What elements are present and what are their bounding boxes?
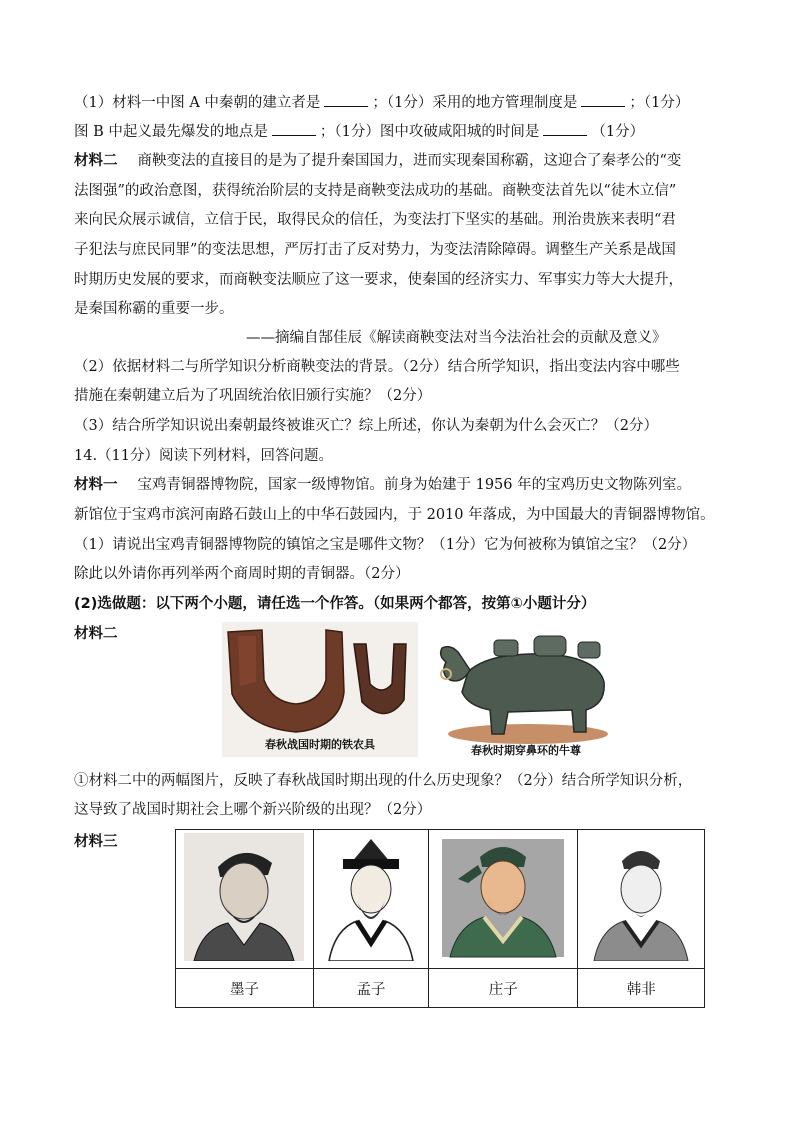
iron-farm-tools-image xyxy=(222,622,418,757)
q14-sub1-line-1: （1）请说出宝鸡青铜器博物院的镇馆之宝是哪件文物？（1分）它为何被称为镇馆之宝？（2分） xyxy=(74,537,697,553)
q2-line-1: （2）依据材料二与所学知识分析商鞅变法的背景。（2分）结合所学知识，指出变法内容中哪些 xyxy=(74,359,680,375)
iron-tools-caption: 春秋战国时期的铁农具 xyxy=(265,738,375,751)
q14-choice: (2)选做题：以下两个小题，请任选一个作答。（如果两个都答，按第①小题计分） xyxy=(74,596,596,612)
answer-blank-xianyang-time[interactable] xyxy=(543,121,587,136)
material2-line-4: 子犯法与庶民同罪”的变法思想，严厉打击了反对势力，为变法清除障碍。调整生产关系是战国 xyxy=(74,242,676,258)
philosopher-name-mengzi: 孟子 xyxy=(313,969,428,1008)
material2-label: 材料二 xyxy=(74,153,118,169)
q14-title: 14.（11分）阅读下列材料，回答问题。 xyxy=(74,448,334,464)
q14-sub2-line-2: 这导致了战国时期社会上哪个新兴阶级的出现？（2分） xyxy=(74,802,432,818)
q14-sub2-line-1: ①材料二中的两幅图片，反映了春秋战国时期出现的什么历史现象？（2分）结合所学知识分析， xyxy=(74,773,693,789)
q1-line-2 xyxy=(74,121,644,142)
q2-line-2: 措施在秦朝建立后为了巩固统治依旧颁行实施？（2分） xyxy=(74,388,432,404)
bronze-ox-zun-image xyxy=(428,622,624,762)
q1-text-b: ；（1分）采用的地方管理制度是 xyxy=(372,95,578,111)
q1-text-c: ；（1分） xyxy=(629,95,690,111)
material1-line-2: 新馆位于宝鸡市滨河南路石鼓山上的中华石鼓园内，于 2010 年落成，为中国最大的青铜器博物馆。 xyxy=(74,507,715,523)
portrait-mozi-icon xyxy=(184,833,304,961)
q14-sub1-line-2: 除此以外请你再列举两个商周时期的青铜器。（2分） xyxy=(74,566,410,582)
portrait-mengzi xyxy=(313,830,428,969)
material2-source: ——摘编自郜佳辰《解读商鞅变法对当今法治社会的贡献及意义》 xyxy=(246,330,667,346)
q3-line: （3）结合所学知识说出秦朝最终被谁灭亡？综上所述，你认为秦朝为什么会灭亡？（2分） xyxy=(74,418,658,434)
q1-text-f: （1分） xyxy=(591,124,645,140)
material2-line-5: 时期历史发展的要求，而商鞅变法顺应了这一要求，使秦国的经济实力、军事实力等大大提升， xyxy=(74,272,683,288)
q1-text-a: （1）材料一中图 A 中秦朝的建立者是 xyxy=(74,95,321,111)
q1-text-d: 图 B 中起义最先爆发的地点是 xyxy=(74,124,268,140)
philosopher-name-mozi: 墨子 xyxy=(176,969,314,1008)
q1-line-1 xyxy=(74,92,689,113)
q1-text-e: ；（1分）图中攻破咸阳城的时间是 xyxy=(319,124,540,140)
philosophers-table xyxy=(175,829,705,1008)
philosopher-name-hanfei: 韩非 xyxy=(578,969,705,1008)
portrait-mozi xyxy=(176,830,314,969)
material3-label: 材料三 xyxy=(74,834,118,850)
material2-line-3: 来向民众展示诚信，立信于民，取得民众的信任，为变法打下坚实的基础。刑治贵族来表明“君 xyxy=(74,212,676,228)
material2-line-2: 法图强”的政治意图，获得统治阶层的支持是商鞅变法成功的基础。商鞅变法首先以“徒木立信” xyxy=(74,183,677,199)
material2-line-1 xyxy=(74,151,681,171)
material1-text-1: 宝鸡青铜器博物院，国家一级博物馆。前身为始建于 1956 年的宝鸡历史文物陈列室。 xyxy=(137,477,692,493)
answer-blank-uprising-place[interactable] xyxy=(272,121,316,136)
portrait-zhuangzi xyxy=(429,830,578,969)
material2-text-1: 商鞅变法的直接目的是为了提升秦国国力，进而实现秦国称霸，这迎合了秦孝公的“变 xyxy=(137,153,682,169)
portrait-zhuangzi-icon xyxy=(438,833,568,961)
material2b-label: 材料二 xyxy=(74,626,118,642)
material1-line-1 xyxy=(74,475,691,495)
answer-blank-system[interactable] xyxy=(581,92,625,107)
answer-blank-founder[interactable] xyxy=(324,92,368,107)
material2-line-6: 是秦国称霸的重要一步。 xyxy=(74,301,234,317)
portrait-hanfei-icon xyxy=(586,833,696,961)
portrait-mengzi-icon xyxy=(321,833,421,961)
portrait-hanfei xyxy=(578,830,705,969)
material1-label: 材料一 xyxy=(74,477,118,493)
philosopher-name-zhuangzi: 庄子 xyxy=(429,969,578,1008)
ox-zun-caption: 春秋时期穿鼻环的牛尊 xyxy=(471,744,581,757)
